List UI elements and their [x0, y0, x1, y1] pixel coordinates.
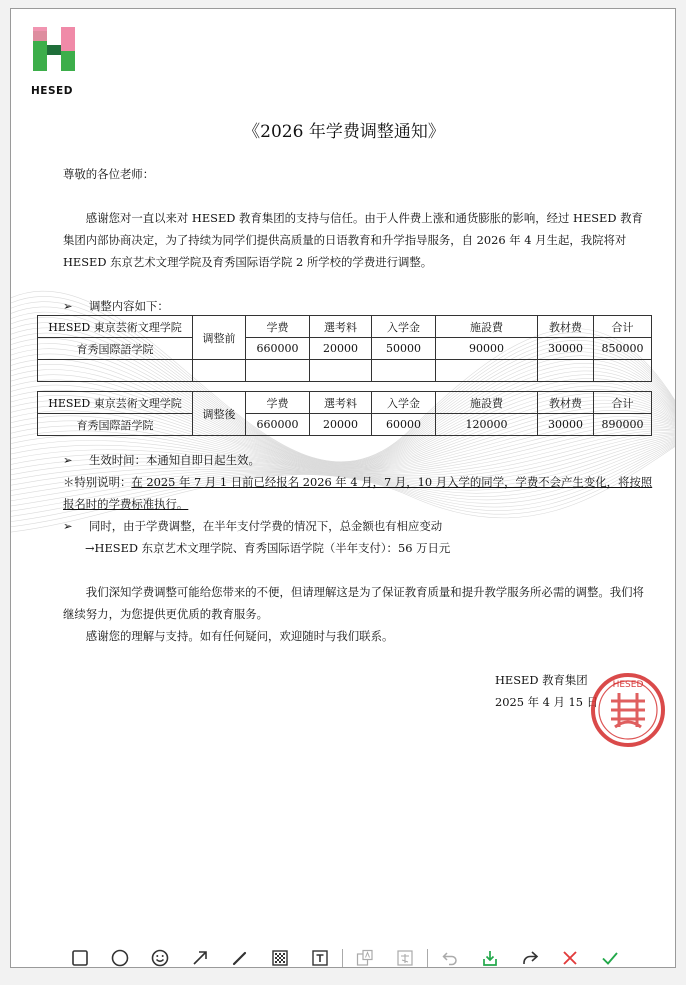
- column-header: 教材费: [538, 392, 594, 414]
- special-note-prefix: ＊特别说明：: [63, 475, 132, 489]
- table-label: 调整前: [193, 316, 246, 360]
- circle-tool-button[interactable]: [100, 942, 140, 974]
- closing-paragraph: 我们深知学费调整可能给您带来的不便，但请理解这是为了保证教育质量和提升教学服务所必需的调整。我们将继续努力，为您提供更优质的教育服务。: [63, 585, 644, 621]
- effective-date-text: 生效时间：本通知自即日起生效。: [89, 453, 260, 467]
- semiannual-amount: →HESED 东京艺术文理学院、育秀国际语学院（半年支付）：56 万日元: [85, 541, 451, 555]
- table-label: 调整後: [193, 392, 246, 436]
- school-name: 育秀国際語学院: [38, 338, 193, 360]
- table-cell: 30000: [538, 414, 594, 436]
- table-cell: 660000: [246, 414, 310, 436]
- bullet-arrow-icon: ➢: [63, 519, 73, 533]
- intro-paragraph: 感谢您对一直以来对 HESED 教育集团的支持与信任。由于人件费上涨和通货膨胀的影响，经过 HESED 教育集团内部协商决定，为了持续为同学们提供高质量的日语教育和升学指导服务，自 2026 年 4 月生起，我院将对 HESED 东京艺术文理学院及育秀国际语学院 2 所学校的学费进行调整。: [63, 211, 643, 269]
- table-row: [38, 392, 652, 414]
- undo-icon: [440, 948, 460, 968]
- toolbar-separator: [342, 949, 343, 967]
- text-icon: [310, 948, 330, 968]
- column-header: 学费: [246, 392, 310, 414]
- arrow-tool-button[interactable]: [180, 942, 220, 974]
- rectangle-icon: [70, 948, 90, 968]
- column-header: 入学金: [372, 316, 436, 338]
- school-name: HESED 東京芸術文理学院: [38, 316, 193, 338]
- fee-table-after: [37, 391, 652, 436]
- logo-text: HESED: [31, 85, 73, 97]
- thanks-paragraph: 感谢您的理解与支持。如有任何疑问，欢迎随时与我们联系。: [85, 629, 394, 643]
- adjustment-heading-text: 调整内容如下：: [89, 299, 169, 313]
- close-button[interactable]: [550, 942, 590, 974]
- school-name: HESED 東京芸術文理学院: [38, 392, 193, 414]
- pen-icon: [230, 948, 250, 968]
- save-button[interactable]: [470, 942, 510, 974]
- close-icon: [560, 948, 580, 968]
- emoji-icon: [150, 948, 170, 968]
- text-tool-button[interactable]: [300, 942, 340, 974]
- table-cell: 890000: [594, 414, 652, 436]
- column-header: 合计: [594, 392, 652, 414]
- translate-button[interactable]: [345, 942, 385, 974]
- mosaic-tool-button[interactable]: [260, 942, 300, 974]
- column-header: 選考料: [310, 392, 372, 414]
- table-row: [38, 316, 652, 338]
- signature-date: 2025 年 4 月 15 日: [495, 695, 599, 709]
- text-recognize-icon: [395, 948, 415, 968]
- table-cell: 30000: [538, 338, 594, 360]
- table-cell: 850000: [594, 338, 652, 360]
- table-cell: 50000: [372, 338, 436, 360]
- pen-tool-button[interactable]: [220, 942, 260, 974]
- confirm-button[interactable]: [590, 942, 630, 974]
- column-header: 選考料: [310, 316, 372, 338]
- table-cell: 660000: [246, 338, 310, 360]
- signature-organization: HESED 教育集团: [495, 673, 588, 687]
- column-header: 施設費: [436, 392, 538, 414]
- share-button[interactable]: [510, 942, 550, 974]
- column-header: 施設費: [436, 316, 538, 338]
- arrow-icon: [190, 948, 210, 968]
- column-header: 入学金: [372, 392, 436, 414]
- translate-icon: [355, 948, 375, 968]
- hesed-logo-mark: [31, 25, 79, 73]
- school-name: 育秀国際語学院: [38, 414, 193, 436]
- greeting: 尊敬的各位老师：: [63, 167, 155, 181]
- effective-date: [63, 449, 260, 471]
- table-cell: 90000: [436, 338, 538, 360]
- toolbar-separator: [427, 949, 428, 967]
- special-note: [63, 471, 659, 515]
- table-row: [38, 414, 652, 436]
- table-row: [38, 338, 652, 360]
- save-icon: [480, 948, 500, 968]
- special-note-text: 在 2025 年 7 月 1 日前已经报名 2026 年 4 月，7 月，10 月入学的同学，学费不会产生变化，将按照报名时的学费标准执行。: [63, 475, 653, 511]
- table-cell: 60000: [372, 414, 436, 436]
- undo-button[interactable]: [430, 942, 470, 974]
- confirm-icon: [600, 948, 620, 968]
- fee-table-before: [37, 315, 652, 382]
- annotation-toolbar: [60, 940, 686, 976]
- red-seal-stamp: [589, 671, 667, 749]
- semiannual-note-text: 同时，由于学费调整，在半年支付学费的情况下，总金额也有相应变动: [89, 519, 443, 533]
- text-recognize-button[interactable]: [385, 942, 425, 974]
- column-header: 学费: [246, 316, 310, 338]
- bullet-arrow-icon: ➢: [63, 453, 73, 467]
- table-cell: 120000: [436, 414, 538, 436]
- svg-text:HESED: HESED: [612, 680, 644, 690]
- mosaic-icon: [270, 948, 290, 968]
- circle-icon: [110, 948, 130, 968]
- emoji-tool-button[interactable]: [140, 942, 180, 974]
- hesed-logo: [31, 25, 81, 97]
- share-icon: [520, 948, 540, 968]
- document-page: [10, 8, 676, 968]
- semiannual-note: [63, 515, 442, 537]
- adjustment-heading: [63, 295, 169, 317]
- table-spacer-row: [38, 360, 652, 382]
- rectangle-tool-button[interactable]: [60, 942, 100, 974]
- table-cell: 20000: [310, 414, 372, 436]
- notice-title: 《2026 年学费调整通知》: [243, 122, 445, 142]
- bullet-arrow-icon: ➢: [63, 299, 73, 313]
- column-header: 合计: [594, 316, 652, 338]
- column-header: 教材费: [538, 316, 594, 338]
- table-cell: 20000: [310, 338, 372, 360]
